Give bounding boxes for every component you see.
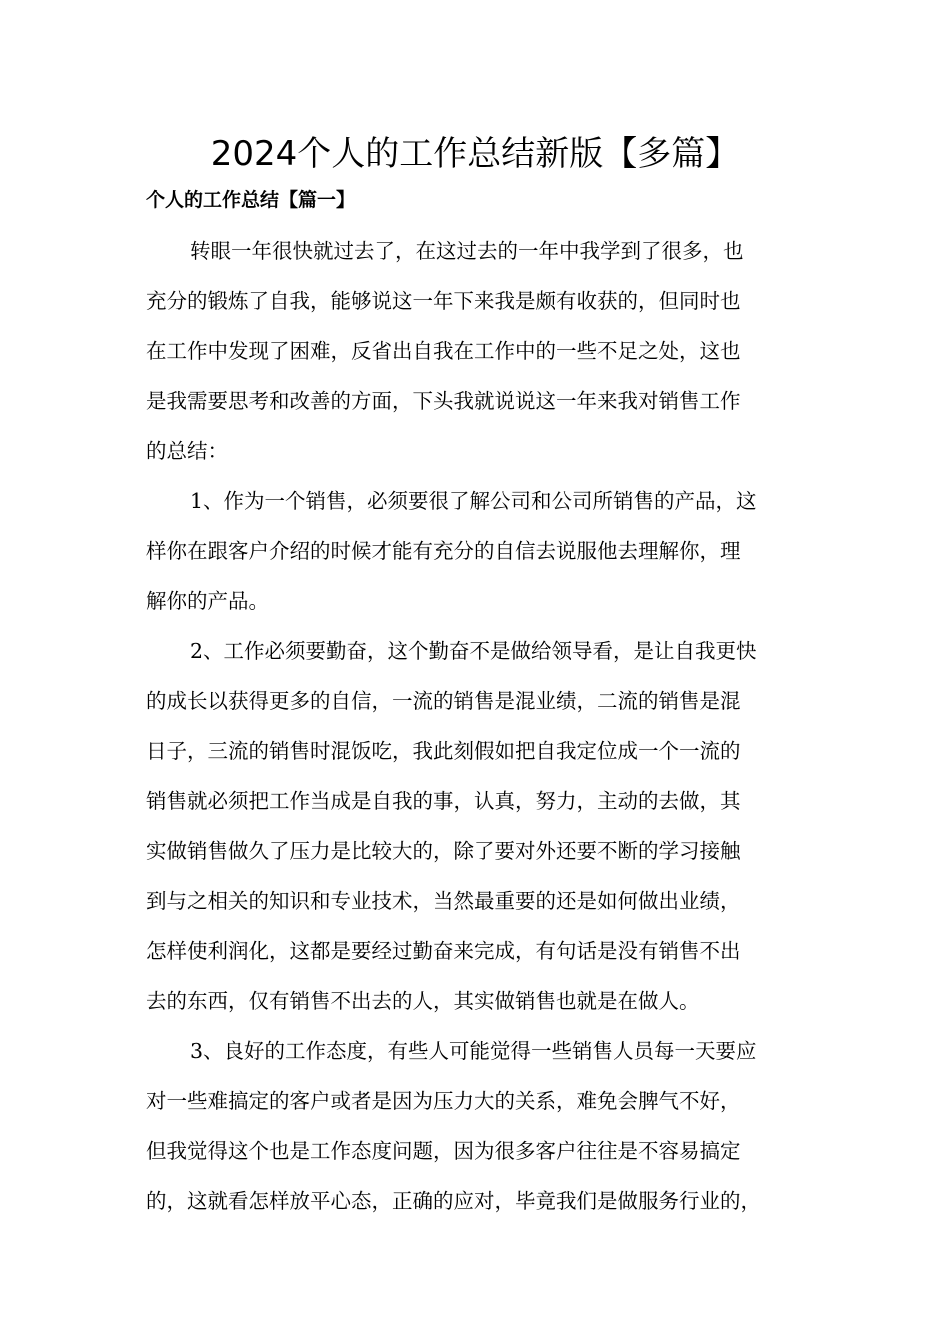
paragraph-line: 解你的产品。 [146,589,269,613]
paragraph-line: 样你在跟客户介绍的时候才能有充分的自信去说服他去理解你，理 [146,539,741,563]
paragraph-line: 在工作中发现了困难，反省出自我在工作中的一些不足之处，这也 [146,339,741,363]
paragraph-line: 3、良好的工作态度，有些人可能觉得一些销售人员每一天要应 [190,1039,757,1063]
paragraph-line: 的，这就看怎样放平心态，正确的应对，毕竟我们是做服务行业的， [146,1189,761,1213]
paragraph-line: 日子，三流的销售时混饭吃，我此刻假如把自我定位成一个一流的 [146,739,741,763]
paragraph-line: 转眼一年很快就过去了，在这过去的一年中我学到了很多，也 [190,239,744,263]
paragraph-point-3 [146,1026,826,1226]
paragraph-line: 1、作为一个销售，必须要很了解公司和公司所销售的产品，这 [190,489,757,513]
document-title: 2024个人的工作总结新版【多篇】 [210,134,740,174]
paragraph-line: 对一些难搞定的客户或者是因为压力大的关系，难免会脾气不好， [146,1089,741,1113]
paragraph-point-1 [146,476,826,626]
paragraph-line: 销售就必须把工作当成是自我的事，认真，努力，主动的去做，其 [146,789,741,813]
paragraph-line: 是我需要思考和改善的方面，下头我就说说这一年来我对销售工作 [146,389,741,413]
paragraph-line: 实做销售做久了压力是比较大的，除了要对外还要不断的学习接触 [146,839,741,863]
paragraph-line: 2、工作必须要勤奋，这个勤奋不是做给领导看，是让自我更快 [190,639,757,663]
paragraph-line: 的总结： [146,439,228,463]
paragraph-intro [146,226,826,476]
paragraph-line: 去的东西，仅有销售不出去的人，其实做销售也就是在做人。 [146,989,700,1013]
paragraph-point-2 [146,626,826,1026]
paragraph-line: 但我觉得这个也是工作态度问题，因为很多客户往往是不容易搞定 [146,1139,741,1163]
section-heading: 个人的工作总结【篇一】 [146,189,356,211]
paragraph-line: 的成长以获得更多的自信，一流的销售是混业绩，二流的销售是混 [146,689,741,713]
paragraph-line: 怎样使利润化，这都是要经过勤奋来完成，有句话是没有销售不出 [146,939,741,963]
paragraph-line: 充分的锻炼了自我，能够说这一年下来我是颇有收获的，但同时也 [146,289,741,313]
paragraph-line: 到与之相关的知识和专业技术，当然最重要的还是如何做出业绩， [146,889,741,913]
